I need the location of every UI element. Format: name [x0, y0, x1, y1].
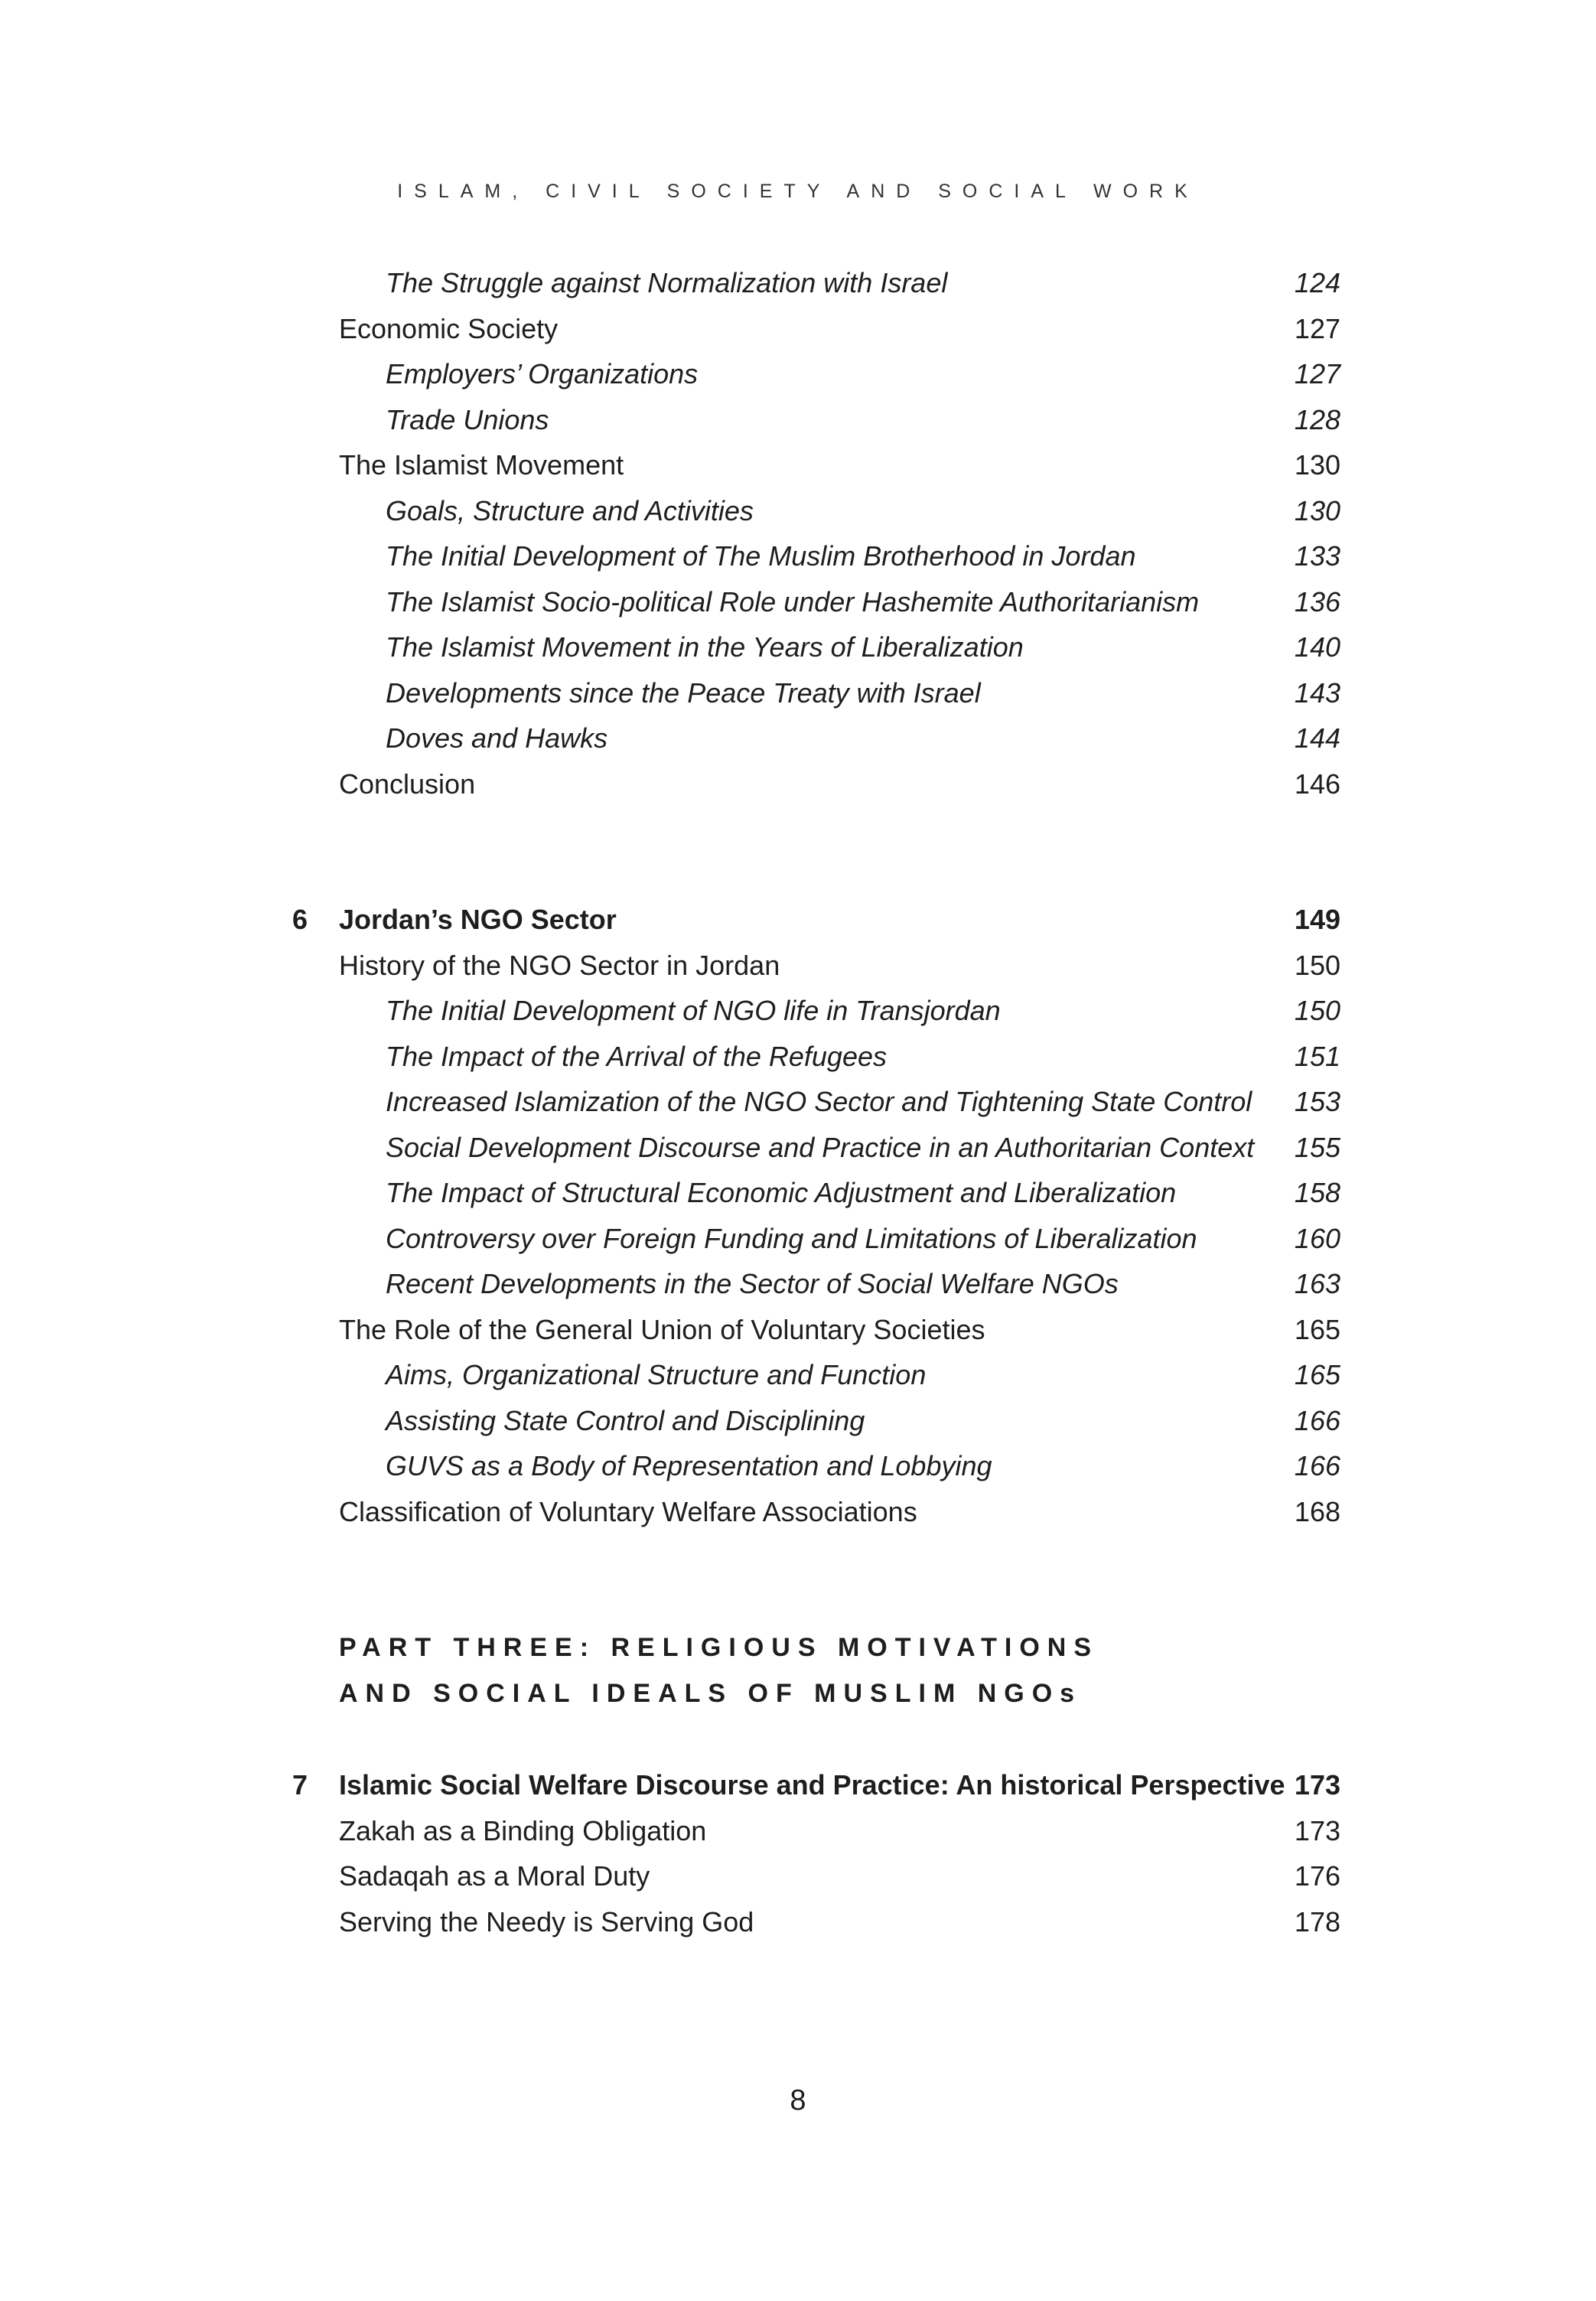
toc-entry-page: 158: [1294, 1177, 1340, 1208]
toc-entry-sub: [0, 488, 1596, 534]
running-head: ISLAM, CIVIL SOCIETY AND SOCIAL WORK: [397, 181, 1199, 202]
toc-entry-sub: [0, 1170, 1596, 1216]
toc-entry-page: 146: [1294, 768, 1340, 800]
toc-entry-page: 130: [1294, 449, 1340, 481]
part-heading-line-1: PART THREE: RELIGIOUS MOTIVATIONS: [339, 1633, 1099, 1662]
toc-entry-sub: [0, 351, 1596, 397]
chapter-number: 6: [292, 904, 308, 935]
toc-entry-sub: [0, 988, 1596, 1034]
toc-entry-section: [0, 1808, 1596, 1854]
toc-entry-page: 155: [1294, 1131, 1340, 1163]
toc-entry-page: 178: [1294, 1905, 1340, 1938]
toc-entry-page: 163: [1294, 1268, 1340, 1299]
part-heading-line-2: AND SOCIAL IDEALS OF MUSLIM NGOs: [339, 1679, 1083, 1708]
toc-entry-page: 166: [1294, 1404, 1340, 1436]
toc-entry-title: Increased Islamization of the NGO Sector and Tightening State Control: [386, 1086, 1252, 1117]
table-of-contents: [0, 260, 1596, 1944]
part-heading: [339, 1625, 1596, 1716]
toc-entry-section: [0, 943, 1596, 989]
toc-entry-title: Controversy over Foreign Funding and Limitations of Liberalization: [386, 1222, 1197, 1254]
toc-entry-page: 124: [1294, 267, 1340, 298]
toc-entry-page: 136: [1294, 585, 1340, 618]
toc-entry-chapter: [0, 1762, 1596, 1808]
toc-block-chapter-7: [0, 1762, 1596, 1944]
toc-entry-page: 143: [1294, 676, 1340, 709]
toc-entry-page: 150: [1294, 949, 1340, 981]
toc-block-chapter-5-continued: [0, 260, 1596, 807]
toc-entry-title: Zakah as a Binding Obligation: [339, 1814, 707, 1846]
toc-spacer: [0, 1534, 1596, 1625]
toc-entry-title: Economic Society: [339, 312, 559, 344]
toc-entry-page: 153: [1294, 1086, 1340, 1117]
toc-entry-page: 168: [1294, 1495, 1340, 1527]
toc-entry-section: [0, 1489, 1596, 1535]
toc-entry-sub: [0, 1034, 1596, 1080]
toc-entry-page: 127: [1294, 312, 1340, 344]
toc-entry-sub: [0, 397, 1596, 443]
toc-entry-page: 149: [1294, 904, 1340, 935]
toc-entry-page: 140: [1294, 631, 1340, 663]
toc-spacer: [0, 1716, 1596, 1762]
toc-entry-title: The Struggle against Normalization with Israel: [386, 267, 948, 298]
toc-entry-section: [0, 761, 1596, 807]
toc-entry-title: The Islamist Socio-political Role under Hashemite Authoritarianism: [386, 585, 1200, 618]
toc-entry-page: 130: [1294, 494, 1340, 526]
toc-entry-page: 150: [1294, 995, 1340, 1026]
toc-entry-section: [0, 1853, 1596, 1899]
toc-entry-section: [0, 442, 1596, 488]
toc-entry-section: [0, 1899, 1596, 1945]
toc-block-chapter-6: [0, 897, 1596, 1534]
toc-entry-sub: [0, 1352, 1596, 1398]
toc-entry-title: The Initial Development of NGO life in Transjordan: [386, 995, 1001, 1026]
toc-entry-title: The Islamist Movement: [339, 449, 624, 481]
toc-entry-title: Assisting State Control and Disciplining: [386, 1404, 865, 1436]
toc-entry-title: Doves and Hawks: [386, 722, 608, 754]
toc-entry-sub: [0, 1125, 1596, 1171]
toc-entry-page: 127: [1294, 358, 1340, 389]
toc-entry-sub: [0, 715, 1596, 761]
page-number: 8: [790, 2084, 806, 2117]
toc-entry-page: 128: [1294, 403, 1340, 435]
toc-entry-sub: [0, 579, 1596, 625]
toc-entry-sub: [0, 260, 1596, 306]
toc-entry-title: The Initial Development of The Muslim Brotherhood in Jordan: [386, 540, 1136, 572]
chapter-number: 7: [292, 1769, 308, 1801]
toc-entry-title: Serving the Needy is Serving God: [339, 1905, 754, 1938]
toc-entry-title: The Impact of the Arrival of the Refugees: [386, 1040, 887, 1072]
toc-entry-title: Jordan’s NGO Sector: [339, 904, 617, 935]
toc-entry-title: Classification of Voluntary Welfare Associations: [339, 1495, 917, 1527]
toc-entry-title: Sadaqah as a Moral Duty: [339, 1860, 650, 1892]
toc-entry-sub: [0, 1443, 1596, 1489]
toc-entry-title: Conclusion: [339, 768, 476, 800]
toc-entry-sub: [0, 1079, 1596, 1125]
toc-entry-title: The Islamist Movement in the Years of Liberalization: [386, 631, 1024, 663]
toc-entry-title: Recent Developments in the Sector of Social Welfare NGOs: [386, 1268, 1119, 1299]
toc-entry-title: Trade Unions: [386, 403, 549, 435]
toc-entry-title: Goals, Structure and Activities: [386, 494, 754, 526]
toc-entry-title: History of the NGO Sector in Jordan: [339, 949, 780, 981]
toc-entry-title: The Impact of Structural Economic Adjustment and Liberalization: [386, 1177, 1177, 1208]
toc-entry-page: 173: [1294, 1814, 1340, 1846]
toc-spacer: [0, 807, 1596, 897]
toc-entry-sub: [0, 624, 1596, 670]
toc-entry-title: Aims, Organizational Structure and Function: [386, 1359, 927, 1390]
toc-entry-sub: [0, 1261, 1596, 1307]
toc-entry-page: 176: [1294, 1860, 1340, 1892]
toc-entry-title: Employers’ Organizations: [386, 358, 699, 389]
toc-entry-title: Developments since the Peace Treaty with Israel: [386, 676, 981, 709]
toc-entry-section: [0, 1307, 1596, 1353]
toc-entry-sub: [0, 533, 1596, 579]
toc-entry-page: 160: [1294, 1222, 1340, 1254]
toc-entry-title: Social Development Discourse and Practice in an Authoritarian Context: [386, 1131, 1255, 1163]
toc-entry-section: [0, 306, 1596, 352]
toc-entry-title: GUVS as a Body of Representation and Lobbying: [386, 1450, 992, 1481]
toc-entry-page: 165: [1294, 1313, 1340, 1345]
toc-entry-page: 173: [1294, 1769, 1340, 1801]
toc-entry-page: 144: [1294, 722, 1340, 754]
toc-entry-sub: [0, 1216, 1596, 1262]
toc-entry-sub: [0, 670, 1596, 716]
toc-entry-page: 165: [1294, 1359, 1340, 1390]
toc-entry-sub: [0, 1398, 1596, 1444]
toc-entry-page: 133: [1294, 540, 1340, 572]
toc-entry-chapter: [0, 897, 1596, 943]
toc-entry-page: 166: [1294, 1450, 1340, 1481]
toc-entry-page: 151: [1294, 1040, 1340, 1072]
toc-entry-title: Islamic Social Welfare Discourse and Practice: An historical Perspective: [339, 1769, 1285, 1801]
toc-entry-title: The Role of the General Union of Voluntary Societies: [339, 1313, 985, 1345]
